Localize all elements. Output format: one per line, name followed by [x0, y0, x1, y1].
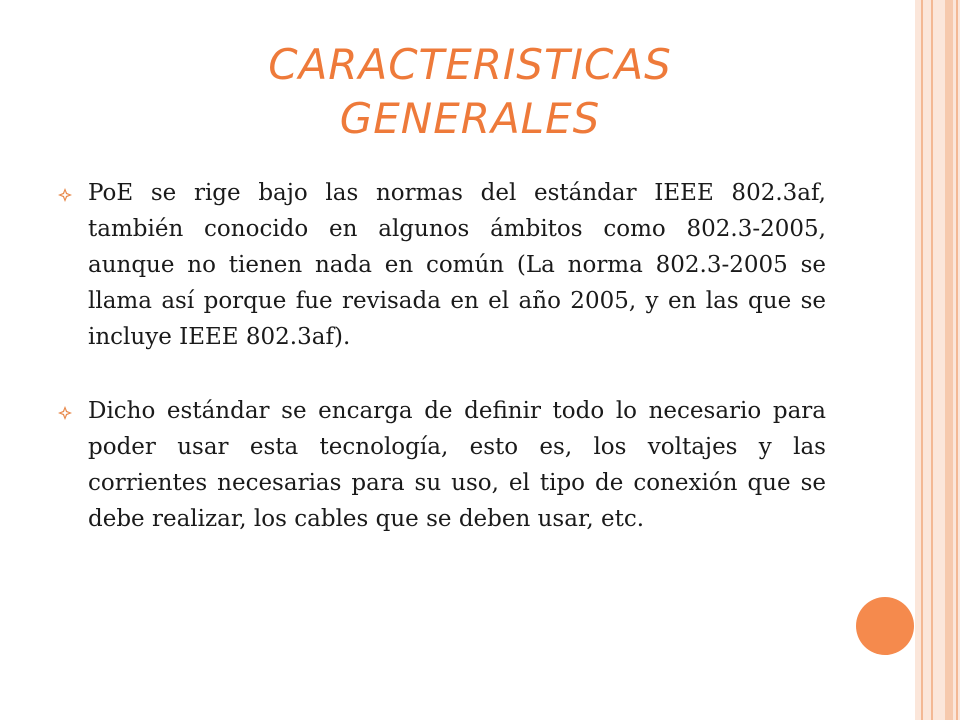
slide-title-line-1: CARACTERISTICAS	[268, 40, 672, 89]
bullet-list	[58, 175, 826, 537]
decorative-stripe	[931, 0, 933, 720]
decorative-stripe	[921, 0, 923, 720]
diamond-bullet-icon	[58, 406, 72, 420]
decorative-stripe	[945, 0, 953, 720]
decorative-circle	[856, 597, 914, 655]
bullet-item	[58, 175, 826, 355]
bullet-text: PoE se rige bajo las normas del estándar IEEE 802.3af, también conocido en algunos ámbitos como 802.3-2005, aunque no tienen nada en común (La norma 802.3-2005 se llama así porque fue revisada en el año 2005, y en las que se incluye IEEE 802.3af).	[88, 180, 826, 350]
decorative-stripe	[956, 0, 958, 720]
slide-title	[150, 38, 790, 146]
bullet-item	[58, 393, 826, 537]
diamond-bullet-icon	[58, 188, 72, 202]
bullet-text: Dicho estándar se encarga de definir todo lo necesario para poder usar esta tecnología, esto es, los voltajes y las corrientes necesarias para su uso, el tipo de conexión que se debe realizar, los cables que se deben usar, etc.	[88, 398, 826, 532]
slide-title-line-2: GENERALES	[339, 94, 601, 143]
